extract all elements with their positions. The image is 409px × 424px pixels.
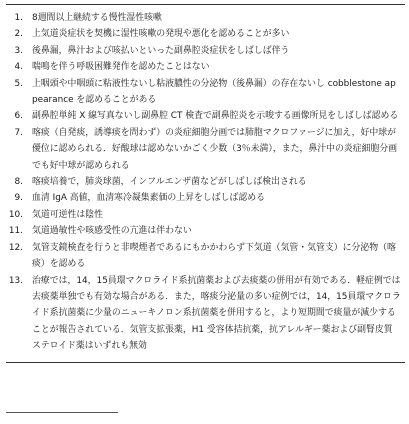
bottom-rule xyxy=(6,362,405,363)
item-number: 9. xyxy=(14,193,23,204)
item-text: 喀痰培養で，肺炎球菌，インフルエンザ菌などがしばしば検出される xyxy=(32,177,307,188)
list-item xyxy=(6,240,405,273)
item-number: 13. xyxy=(8,275,23,286)
list-item xyxy=(6,108,405,124)
criteria-document xyxy=(6,4,405,363)
list-item xyxy=(6,125,405,174)
item-text: 副鼻腔単純 X 線写真ないし副鼻腔 CT 検査で副鼻腔炎を示唆する画像所見をしばしば認める xyxy=(32,111,399,122)
item-number: 6. xyxy=(14,111,23,122)
list-item xyxy=(6,207,405,223)
item-text: 8週間以上継続する慢性湿性咳嗽 xyxy=(32,13,162,23)
list-item xyxy=(6,10,405,26)
item-number: 3. xyxy=(14,45,23,56)
item-text: 気道可逆性は陰性 xyxy=(32,209,103,220)
item-number: 5. xyxy=(14,78,23,89)
item-number: 2. xyxy=(14,29,23,40)
list-item xyxy=(6,190,405,206)
item-text: 上気道炎症状を契機に湿性咳嗽の発現や悪化を認めることが多い xyxy=(32,29,290,40)
list-item xyxy=(6,59,405,75)
item-text: 上咽頭や中咽頭に粘液性ないし粘液膿性の分泌物（後鼻漏）の存在ないし cobblestone appearance を認めることがある xyxy=(32,78,396,106)
top-rule xyxy=(6,4,405,5)
list-item xyxy=(6,223,405,239)
item-number: 4. xyxy=(14,62,23,73)
item-text: 気管支鏡検査を行うと非喫煙者であるにもかかわらず下気道（気管・気管支）に分泌物（喀痰）を認める xyxy=(32,242,396,270)
item-number: 10. xyxy=(8,209,23,220)
list-item xyxy=(6,174,405,190)
item-number: 12. xyxy=(8,242,23,253)
list-item xyxy=(6,76,405,109)
item-number: 8. xyxy=(14,177,23,188)
list-item xyxy=(6,273,405,355)
item-text: 喘鳴を伴う呼吸困難発作を認めたことはない xyxy=(32,62,210,73)
list-item xyxy=(6,43,405,59)
item-text: 喀痰（自発痰，誘導痰を問わず）の炎症細胞分画では肺胞マクロファージに加え，好中球が優位に認められる．好酸球は認めないかごく少数（3％未満），また，鼻汁中の炎症細胞分画でも好中球が認められる xyxy=(32,127,398,171)
item-text: 血清 IgA 高値，血清寒冷凝集素価の上昇をしばしば認める xyxy=(32,193,265,204)
footnote-rule xyxy=(6,412,118,413)
item-text: 後鼻漏，鼻汁および咳払いといった副鼻腔炎症状をしばしば伴う xyxy=(32,45,290,56)
item-text: 治療では，14，15員環マクロライド系抗菌薬および去痰薬の併用が有効である．軽症例では去痰薬単独でも有効な場合がある．また，喀痰分泌量の多い症例では，14，15員環マクロライド系抗菌薬に少量のニューキノロン系抗菌薬を併用すると，より短期間で痰量が減少することが報告されている．気管支拡張薬，H1 受容体拮抗薬，抗アレルギー薬および副腎皮質ステロイド薬はいずれも無効 xyxy=(32,275,401,352)
item-number: 11. xyxy=(8,226,23,237)
item-text: 気道過敏性や咳感受性の亢進は伴わない xyxy=(32,226,192,237)
item-number: 1. xyxy=(14,13,23,23)
criteria-list xyxy=(6,10,405,355)
item-number: 7. xyxy=(14,127,23,138)
list-item xyxy=(6,26,405,42)
